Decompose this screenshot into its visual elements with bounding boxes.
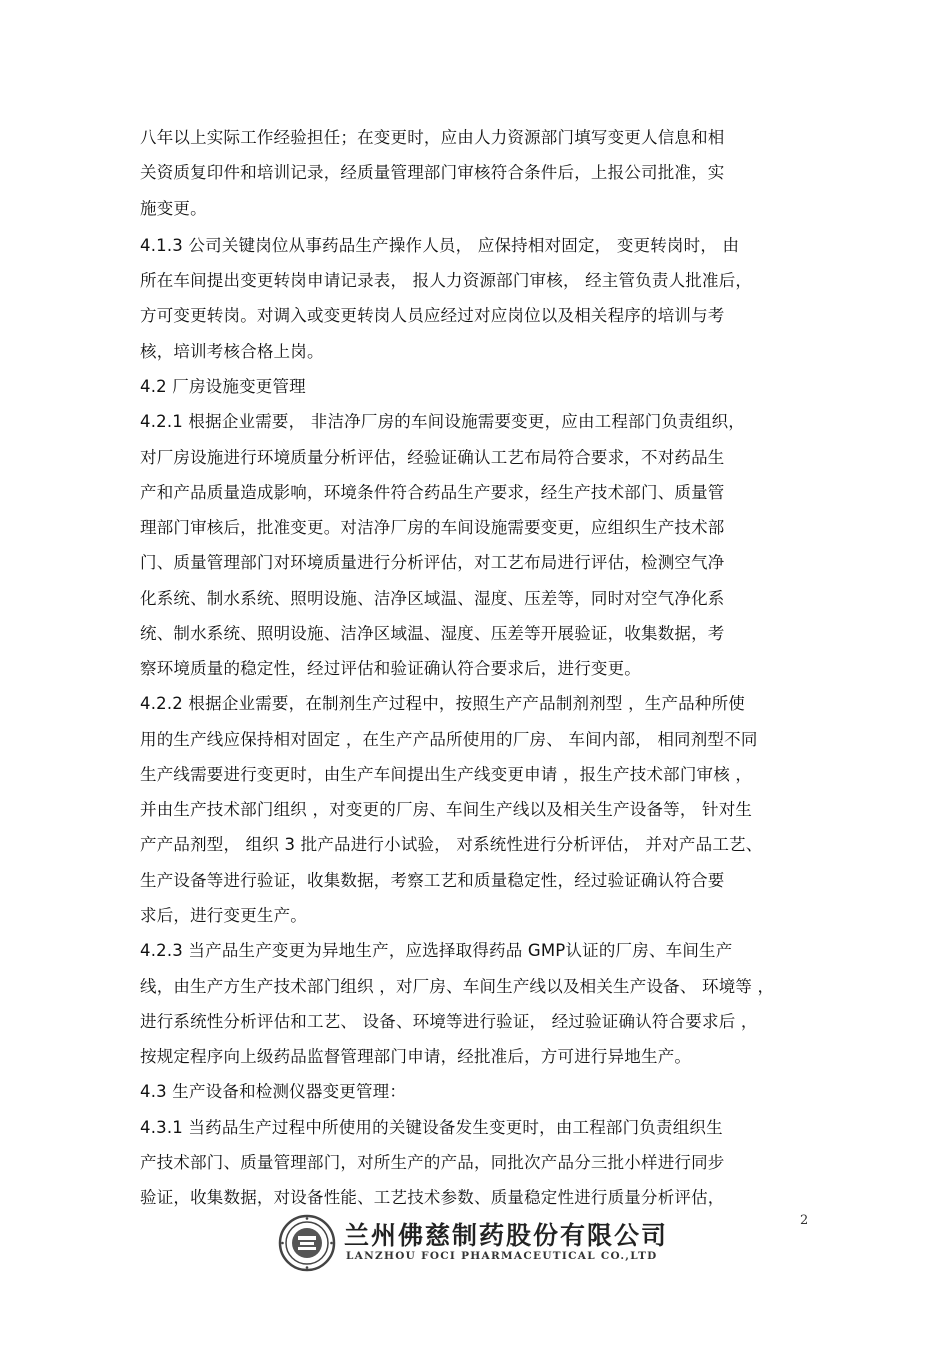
text-line: 进行系统性分析评估和工艺、 设备、环境等进行验证， 经过验证确认符合要求后 ， bbox=[140, 1012, 758, 1031]
text-line: 化系统、制水系统、照明设施、洁净区域温、湿度、压差等，同时对空气净化系 bbox=[140, 589, 725, 608]
text-line: 理部门审核后，批准变更。对洁净厂房的车间设施需要变更，应组织生产技术部 bbox=[140, 518, 725, 537]
text-line: 并由生产技术部门组织 ，对变更的厂房、车间生产线以及相关生产设备等， 针对生 bbox=[140, 800, 753, 819]
company-footer bbox=[278, 1212, 669, 1274]
text-line: 4.1.3 公司关键岗位从事药品生产操作人员， 应保持相对固定， 变更转岗时， 由 bbox=[140, 236, 740, 255]
text-line: 用的生产线应保持相对固定 ，在生产产品所使用的厂房、 车间内部， 相同剂型不同 bbox=[140, 730, 758, 749]
text-line: 方可变更转岗。对调入或变更转岗人员应经过对应岗位以及相关程序的培训与考 bbox=[140, 306, 725, 325]
text-line: 所在车间提出变更转岗申请记录表， 报人力资源部门审核， 经主管负责人批准后， bbox=[140, 271, 753, 290]
text-line: 求后，进行变更生产。 bbox=[140, 906, 307, 925]
section-heading: 4.3 生产设备和检测仪器变更管理： bbox=[140, 1082, 407, 1101]
text-line: 核，培训考核合格上岗。 bbox=[140, 342, 324, 361]
text-line: 4.2.3 当产品生产变更为异地生产，应选择取得药品 GMP认证的厂房、车间生产 bbox=[140, 941, 733, 960]
text-line: 4.2.2 根据企业需要，在制剂生产过程中，按照生产产品制剂剂型 ，生产品种所使 bbox=[140, 694, 745, 713]
text-line: 八年以上实际工作经验担任；在变更时，应由人力资源部门填写变更人信息和相 bbox=[140, 128, 725, 147]
text-line: 生产设备等进行验证，收集数据，考察工艺和质量稳定性，经过验证确认符合要 bbox=[140, 871, 725, 890]
text-line: 察环境质量的稳定性，经过评估和验证确认符合要求后，进行变更。 bbox=[140, 659, 641, 678]
text-line: 4.2.1 根据企业需要， 非洁净厂房的车间设施需要变更，应由工程部门负责组织， bbox=[140, 412, 745, 431]
text-line: 门、质量管理部门对环境质量进行分析评估，对工艺布局进行评估，检测空气净 bbox=[140, 553, 725, 572]
company-name-cn: 兰州佛慈制药股份有限公司 bbox=[344, 1221, 669, 1250]
company-name-en: LANZHOU FOCI PHARMACEUTICAL CO.,LTD bbox=[346, 1250, 658, 1262]
text-line: 生产线需要进行变更时，由生产车间提出生产线变更申请 ，报生产技术部门审核 ， bbox=[140, 765, 753, 784]
text-line: 验证，收集数据，对设备性能、工艺技术参数、质量稳定性进行质量分析评估， bbox=[140, 1188, 725, 1207]
company-logo-icon bbox=[278, 1214, 336, 1272]
text-line: 4.3.1 当药品生产过程中所使用的关键设备发生变更时，由工程部门负责组织生 bbox=[140, 1118, 723, 1137]
text-line: 关资质复印件和培训记录，经质量管理部门审核符合条件后，上报公司批准，实 bbox=[140, 163, 725, 182]
text-line: 产技术部门、质量管理部门，对所生产的产品，同批次产品分三批小样进行同步 bbox=[140, 1153, 725, 1172]
text-line: 统、制水系统、照明设施、洁净区域温、湿度、压差等开展验证，收集数据，考 bbox=[140, 624, 725, 643]
text-line: 按规定程序向上级药品监督管理部门申请，经批准后，方可进行异地生产。 bbox=[140, 1047, 692, 1066]
text-line: 线，由生产方生产技术部门组织 ，对厂房、车间生产线以及相关生产设备、 环境等 ， bbox=[140, 977, 775, 996]
text-line: 产产品剂型， 组织 3 批产品进行小试验， 对系统性进行分析评估， 并对产品工艺、 bbox=[140, 835, 763, 854]
text-line: 产和产品质量造成影响，环境条件符合药品生产要求，经生产技术部门、质量管 bbox=[140, 483, 725, 502]
text-line: 对厂房设施进行环境质量分析评估，经验证确认工艺布局符合要求，不对药品生 bbox=[140, 448, 725, 467]
section-heading: 4.2 厂房设施变更管理 bbox=[140, 377, 306, 396]
text-line: 施变更。 bbox=[140, 199, 207, 218]
page-number: 2 bbox=[800, 1213, 809, 1228]
